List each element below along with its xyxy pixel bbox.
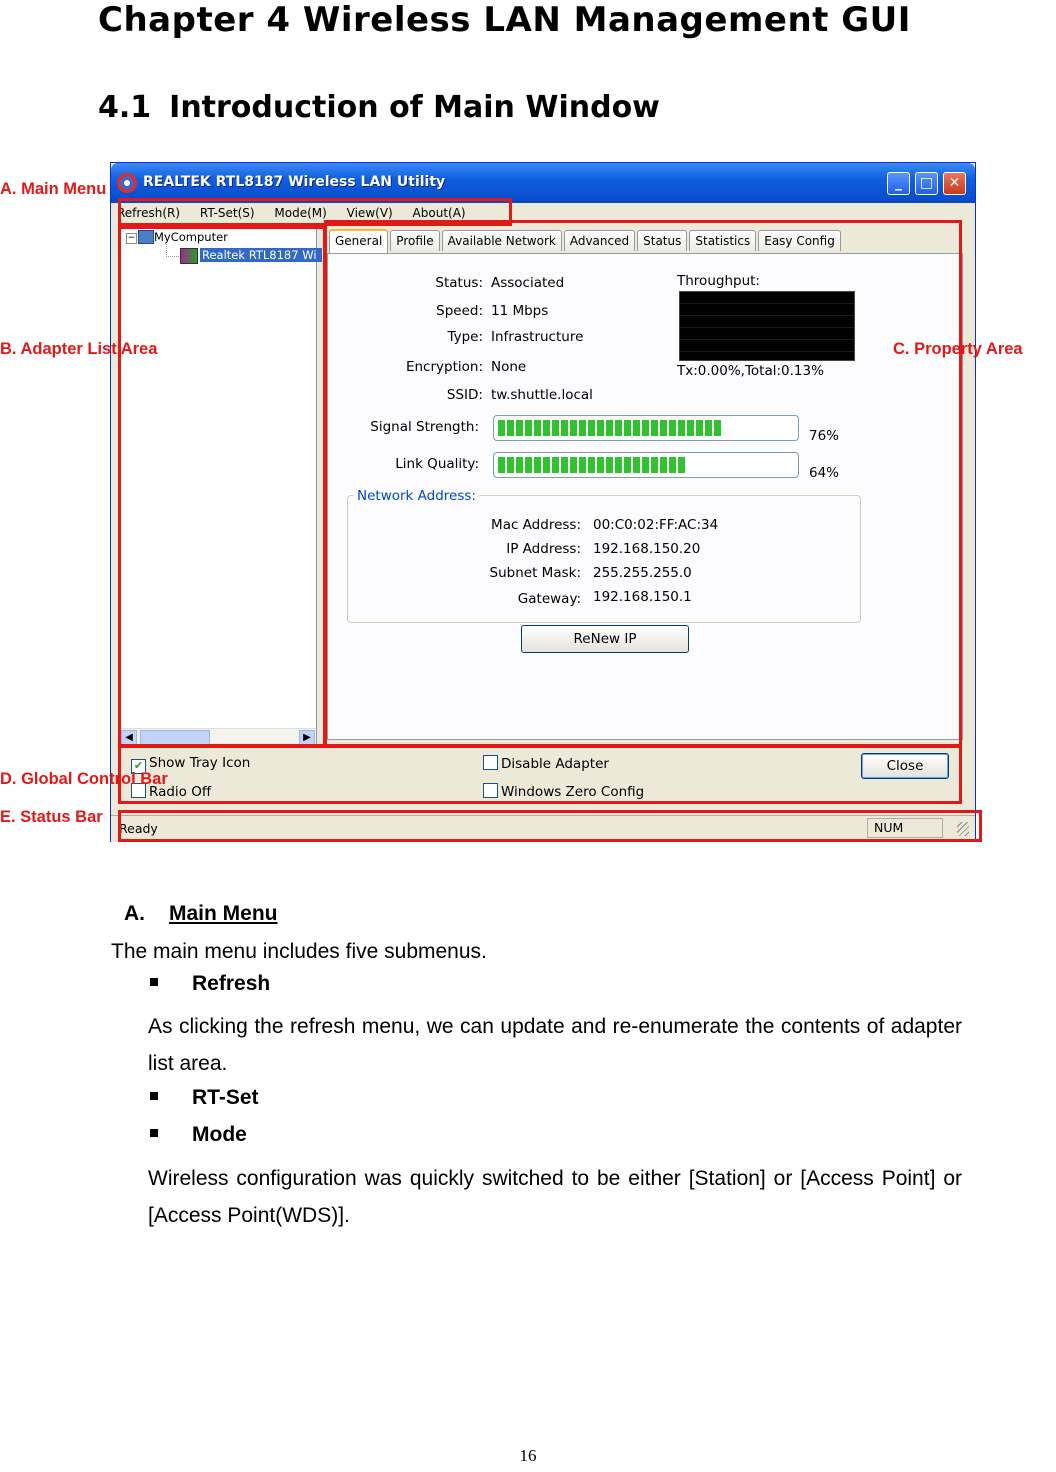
annotation-status-bar: E. Status Bar (0, 808, 103, 826)
encryption-label: Encryption: (405, 359, 483, 375)
tree-item-mycomputer[interactable]: MyComputer (154, 230, 228, 244)
annotation-property-area: C. Property Area (893, 340, 1023, 358)
chapter-heading: Chapter 4 Wireless LAN Management GUI (98, 0, 911, 40)
title-bar (111, 163, 975, 203)
status-num: NUM (867, 818, 943, 838)
app-icon (117, 173, 137, 193)
scroll-right-icon[interactable]: ▶ (299, 730, 315, 746)
show-tray-icon-label: Show Tray Icon (149, 755, 251, 771)
throughput-label: Throughput: (677, 273, 760, 289)
gateway-label: Gateway: (517, 591, 581, 607)
bullet-rt-set (150, 1086, 259, 1110)
section-title: Introduction of Main Window (169, 90, 660, 125)
disable-adapter-label: Disable Adapter (501, 756, 609, 772)
annotation-box-adapter-list (118, 226, 326, 748)
status-label: Status: (435, 275, 483, 291)
tab-statistics[interactable]: Statistics (689, 230, 756, 251)
tab-profile[interactable]: Profile (390, 230, 439, 251)
mac-value: 00:C0:02:FF:AC:34 (593, 517, 719, 533)
window-title: REALTEK RTL8187 Wireless LAN Utility (143, 174, 446, 190)
menu-rt-set[interactable]: RT-Set(S) (199, 206, 255, 220)
refresh-paragraph: As clicking the refresh menu, we can update and re-enumerate the contents of adapter list area. (148, 1015, 962, 1075)
bullet-refresh-title: Refresh (192, 972, 271, 995)
annotation-main-menu: A. Main Menu (0, 180, 107, 198)
status-value: Associated (491, 275, 565, 291)
intro-paragraph: The main menu includes five submenus. (111, 940, 487, 963)
type-value: Infrastructure (491, 329, 584, 345)
status-ready: Ready (119, 821, 158, 836)
close-window-button[interactable]: ✕ (943, 172, 966, 195)
annotation-box-status-bar (118, 810, 982, 842)
renew-ip-button[interactable]: ReNew IP (521, 625, 689, 653)
subnet-label: Subnet Mask: (489, 565, 581, 581)
tab-available-network[interactable]: Available Network (442, 230, 562, 251)
radio-off-label: Radio Off (149, 784, 212, 800)
maximize-button[interactable]: □ (915, 172, 938, 195)
menu-about[interactable]: About(A) (412, 206, 466, 220)
annotation-global-control: D. Global Control Bar (0, 770, 168, 788)
gateway-value: 192.168.150.1 (593, 589, 692, 605)
bullet-mode-title: Mode (192, 1123, 247, 1146)
tab-easy-config[interactable]: Easy Config (758, 230, 841, 251)
tab-status[interactable]: Status (637, 230, 687, 251)
menu-view[interactable]: View(V) (346, 206, 393, 220)
annotation-adapter-list: B. Adapter List Area (0, 340, 158, 358)
mode-paragraph: Wireless configuration was quickly switched to be either [Station] or [Access Point] or [Access Point(WDS)]. (148, 1167, 962, 1227)
speed-label: Speed: (436, 303, 483, 319)
ip-value: 192.168.150.20 (593, 541, 701, 557)
collapse-icon[interactable]: − (127, 233, 136, 243)
throughput-text: Tx:0.00%,Total:0.13% (677, 363, 824, 379)
menu-refresh[interactable]: Refresh(R) (117, 206, 181, 220)
encryption-value: None (491, 359, 527, 375)
page-number: 16 (519, 1446, 537, 1465)
scroll-left-icon[interactable]: ◀ (121, 730, 137, 746)
checkbox-checked-icon: ✔ (131, 759, 146, 774)
section-a-heading (124, 902, 278, 926)
bullet-refresh (150, 972, 270, 996)
annotation-box-property-area (324, 220, 962, 748)
speed-value: 11 Mbps (491, 303, 549, 319)
bullet-mode (150, 1123, 247, 1147)
section-a-letter: A. (124, 902, 145, 925)
bullet-square-icon (150, 978, 158, 986)
annotation-box-global-control (118, 744, 962, 804)
windows-zero-config-label: Windows Zero Config (501, 784, 645, 800)
section-a-title: Main Menu (169, 902, 278, 925)
tab-general[interactable]: General (329, 229, 388, 253)
close-button[interactable]: Close (861, 753, 949, 779)
section-heading (98, 90, 660, 125)
tree-item-adapter[interactable]: Realtek RTL8187 Wi (200, 248, 322, 262)
ssid-label: SSID: (446, 387, 483, 403)
tab-advanced[interactable]: Advanced (564, 230, 635, 251)
signal-strength-label: Signal Strength: (370, 419, 479, 435)
network-address-title: Network Address: (354, 488, 479, 504)
section-number: 4.1 (98, 90, 152, 125)
bullet-rt-set-title: RT-Set (192, 1086, 259, 1109)
type-label: Type: (447, 329, 483, 345)
bullet-square-icon (150, 1129, 158, 1137)
subnet-value: 255.255.255.0 (593, 565, 692, 581)
menu-mode[interactable]: Mode(M) (274, 206, 327, 220)
signal-strength-percent: 76% (809, 428, 840, 444)
link-quality-percent: 64% (809, 465, 840, 481)
mac-label: Mac Address: (491, 517, 581, 533)
minimize-button[interactable]: _ (887, 172, 910, 195)
link-quality-label: Link Quality: (395, 456, 479, 472)
ssid-value: tw.shuttle.local (491, 387, 593, 403)
ip-label: IP Address: (506, 541, 581, 557)
bullet-square-icon (150, 1092, 158, 1100)
